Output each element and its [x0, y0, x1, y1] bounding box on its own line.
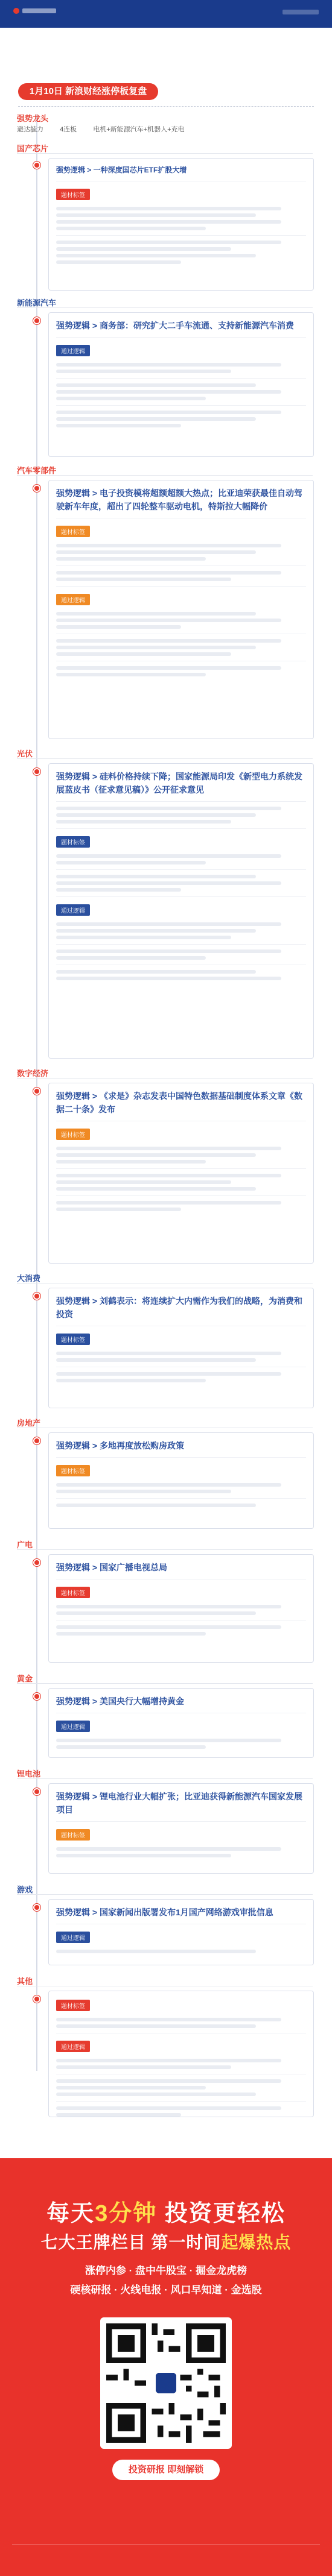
section-title-lithium: 锂电池	[17, 1769, 41, 1778]
text-line	[56, 1147, 281, 1150]
promo-line-1-highlight: 3分钟	[95, 2201, 158, 2226]
timeline-node	[33, 317, 40, 324]
text-line	[56, 550, 256, 554]
text-line	[56, 1490, 231, 1493]
media-card	[48, 1554, 314, 1663]
text-line	[56, 854, 281, 858]
text-line	[56, 571, 281, 575]
other-card	[48, 1991, 314, 2117]
digital-logic: 强势逻辑 > 《求是》杂志发表中国特色数据基础制度体系文章《数据二十条》发布	[56, 1091, 302, 1114]
auto-parts-card	[48, 480, 314, 739]
section-divider	[17, 153, 313, 154]
text-line	[56, 213, 256, 217]
text-line	[56, 820, 231, 824]
lithium-logic: 强势逻辑 > 锂电池行业大幅扩张；比亚迪获得新能源汽车国家发展项目	[56, 1792, 302, 1815]
text-line	[56, 956, 206, 960]
text-line	[56, 397, 206, 400]
text-line	[56, 1358, 256, 1362]
text-line	[56, 2018, 281, 2021]
estate-logic: 强势逻辑 > 多地再度放松购房政策	[56, 1441, 184, 1450]
text-line	[56, 1180, 231, 1184]
card-divider	[56, 565, 306, 566]
timeline-node	[33, 1437, 40, 1444]
text-line	[56, 247, 231, 251]
chip-logic: 强势逻辑 > 一种深度国芯片ETF扩股大增	[56, 166, 187, 174]
section-title-other: 其他	[17, 1977, 33, 1986]
text-line	[56, 2065, 231, 2069]
card-divider	[56, 1168, 306, 1169]
text-line	[56, 888, 181, 892]
card-divider	[56, 944, 306, 945]
text-line	[56, 673, 206, 676]
text-line	[56, 2093, 256, 2096]
section-title-media: 广电	[17, 1540, 33, 1549]
card-divider	[56, 1195, 306, 1196]
text-line	[56, 1483, 281, 1487]
header-watermark	[283, 10, 319, 14]
text-line	[56, 363, 281, 367]
text-line	[56, 1632, 206, 1636]
section-divider	[17, 1778, 313, 1779]
section-title-consume: 大消费	[17, 1274, 41, 1283]
topic-tag: 通过逻辑	[56, 1721, 90, 1732]
text-line	[56, 370, 231, 373]
text-line	[56, 1739, 281, 1742]
ev-logic: 强势逻辑 > 商务部：研究扩大二手车流通、支持新能源汽车消费	[56, 321, 294, 330]
footer-divider	[12, 2544, 320, 2545]
promo-line-4: 硬核研报 · 火线电报 · 风口早知道 · 金选股	[70, 2284, 262, 2296]
auto-parts-logic: 强势逻辑 > 电子投资模将超额超额大热点；比亚迪荣获最佳自动驾驶新车年度，超出了四轮整车驱动电机，特斯拉大幅降价	[56, 488, 302, 511]
legend-item: 电机+新能源汽车+机器人+充电	[93, 126, 185, 133]
text-line	[56, 2106, 281, 2110]
promo-line-1	[0, 2194, 332, 2228]
legend-item: 避达毓力	[17, 126, 43, 133]
topic-tag: 通过逻辑	[56, 904, 90, 916]
text-line	[56, 949, 281, 953]
promo-line-2-pre: 七大王牌栏目 第一时间	[40, 2233, 222, 2252]
topic-tag: 题材标签	[56, 1829, 90, 1841]
text-line	[56, 2086, 206, 2089]
text-line	[56, 1504, 256, 1507]
promo-footer	[0, 2158, 332, 2576]
timeline-node	[33, 1693, 40, 1700]
section-divider	[17, 758, 313, 759]
section-divider	[17, 307, 313, 308]
text-line	[56, 666, 281, 670]
text-line	[56, 557, 206, 561]
solar-card	[48, 763, 314, 1059]
topic-tag: 题材标签	[56, 2000, 90, 2011]
section-divider	[17, 1683, 313, 1684]
text-line	[56, 1625, 281, 1629]
solar-logic: 强势逻辑 > 硅料价格持续下降；国家能源局印发《新型电力系统发展蓝皮书（征求意见稿）》公开征求意见	[56, 772, 302, 795]
text-line	[56, 1201, 281, 1205]
text-line	[56, 1379, 206, 1382]
text-line	[56, 1605, 281, 1608]
text-line	[56, 1372, 281, 1376]
section-title-chip: 国产芯片	[17, 144, 49, 153]
section-title-estate: 房地产	[17, 1419, 41, 1428]
game-logic: 强势逻辑 > 国家新闻出版署发布1月国产网络游戏审批信息	[56, 1907, 273, 1917]
game-card	[48, 1899, 314, 1965]
ev-card	[48, 312, 314, 457]
section-title-gold: 黄金	[17, 1674, 33, 1683]
text-line	[56, 929, 256, 933]
section-title-auto-parts: 汽车零部件	[17, 466, 57, 475]
text-line	[56, 1950, 256, 1953]
text-line	[56, 1745, 206, 1749]
text-line	[56, 619, 281, 622]
section-divider	[17, 1549, 313, 1550]
legend-item: 4连板	[60, 126, 77, 133]
digital-card	[48, 1083, 314, 1264]
text-line	[56, 544, 281, 547]
section-title-game: 游戏	[17, 1885, 33, 1894]
timeline-node	[33, 1788, 40, 1795]
topic-tag: 题材标签	[56, 1587, 90, 1598]
card-divider	[56, 1821, 306, 1822]
text-line	[56, 260, 181, 264]
topic-tag: 通过逻辑	[56, 594, 90, 605]
promo-line-1-pre: 每天	[46, 2201, 95, 2226]
text-line	[56, 1187, 256, 1191]
promo-line-1-post: 投资更轻松	[157, 2201, 286, 2226]
card-divider	[56, 828, 306, 829]
qr-code-icon	[106, 2323, 226, 2443]
text-line	[56, 241, 281, 244]
promo-line-2-highlight: 起爆热点	[221, 2233, 292, 2252]
promo-line-3: 涨停内参 · 盘中牛股宝 · 掘金龙虎榜	[85, 2265, 247, 2276]
text-line	[56, 813, 256, 817]
text-line	[56, 625, 181, 629]
text-line	[56, 652, 231, 656]
text-line	[56, 424, 181, 427]
lithium-card	[48, 1783, 314, 1874]
card-divider	[56, 869, 306, 870]
topic-tag: 通过逻辑	[56, 1932, 90, 1943]
timeline-node	[33, 1293, 40, 1300]
text-line	[56, 2113, 181, 2117]
timeline-node	[33, 768, 40, 775]
text-line	[56, 227, 206, 230]
card-divider	[56, 2101, 306, 2102]
topic-tag: 题材标签	[56, 189, 90, 200]
top-banner	[0, 0, 332, 28]
legend-row	[17, 124, 199, 134]
text-line	[56, 861, 206, 864]
title-divider	[18, 106, 314, 107]
card-divider	[56, 1498, 306, 1499]
timeline-node	[33, 162, 40, 169]
chip-card	[48, 158, 314, 291]
text-line	[56, 1352, 281, 1355]
gold-logic: 强势逻辑 > 美国央行大幅增持黄金	[56, 1696, 184, 1706]
section-title-strong: 强势龙头	[17, 114, 49, 123]
topic-tag: 题材标签	[56, 1334, 90, 1345]
text-line	[56, 1160, 206, 1164]
card-divider	[56, 405, 306, 406]
text-line	[56, 2059, 281, 2062]
unlock-research-button[interactable]: 投资研报 即刻解锁	[112, 2460, 220, 2480]
section-title-ev: 新能源汽车	[17, 298, 57, 307]
text-line	[56, 2079, 281, 2083]
topic-tag: 题材标签	[56, 1465, 90, 1476]
text-line	[56, 646, 256, 649]
card-divider	[56, 586, 306, 587]
card-divider	[56, 896, 306, 897]
section-divider	[17, 1894, 313, 1895]
text-line	[56, 207, 281, 210]
consume-card	[48, 1288, 314, 1408]
topic-tag: 题材标签	[56, 836, 90, 848]
section-divider	[17, 475, 313, 476]
timeline-node	[33, 1995, 40, 2003]
card-divider	[56, 235, 306, 236]
text-line	[56, 411, 281, 414]
text-line	[56, 383, 256, 387]
timeline-node	[33, 1904, 40, 1911]
text-line	[56, 2024, 256, 2028]
text-line	[56, 254, 256, 257]
consume-logic: 强势逻辑 > 刘鹤表示：将连续扩大内需作为我们的战略，为消费和投资	[56, 1296, 302, 1319]
text-line	[56, 417, 256, 421]
estate-card	[48, 1432, 314, 1529]
text-line	[56, 970, 256, 974]
media-logic: 强势逻辑 > 国家广播电视总局	[56, 1563, 167, 1572]
text-line	[56, 807, 281, 810]
timeline-node	[33, 485, 40, 492]
text-line	[56, 875, 256, 878]
text-line	[56, 390, 281, 394]
text-line	[56, 220, 281, 224]
text-line	[56, 1611, 256, 1615]
topic-tag: 题材标签	[56, 1129, 90, 1140]
topic-tag: 题材标签	[56, 526, 90, 537]
sina-finance-logo	[13, 6, 56, 14]
promo-line-2	[0, 2229, 332, 2253]
card-divider	[56, 1457, 306, 1458]
text-line	[56, 1208, 181, 1211]
text-line	[56, 977, 281, 980]
section-divider	[17, 1078, 313, 1079]
text-line	[56, 1174, 281, 1177]
topic-tag: 通过逻辑	[56, 2041, 90, 2052]
text-line	[56, 1847, 281, 1851]
text-line	[56, 639, 281, 643]
text-line	[56, 1153, 256, 1157]
logo-dot-icon	[13, 8, 19, 14]
text-line	[56, 936, 231, 939]
gold-card	[48, 1688, 314, 1758]
text-line	[56, 1854, 231, 1857]
section-title-digital: 数字经济	[17, 1069, 49, 1078]
card-divider	[56, 378, 306, 379]
text-line	[56, 881, 281, 885]
page-title: 1月10日 新浪财经涨停板复盘	[18, 83, 158, 100]
text-line	[56, 612, 256, 616]
text-line	[56, 578, 231, 581]
qr-code[interactable]	[100, 2317, 232, 2449]
timeline-node	[33, 1088, 40, 1095]
text-line	[56, 922, 281, 926]
timeline-node	[33, 1559, 40, 1566]
topic-tag: 通过逻辑	[56, 345, 90, 356]
card-divider	[56, 337, 306, 338]
logo-wordmark	[22, 8, 56, 13]
card-divider	[56, 801, 306, 802]
section-title-solar: 光伏	[17, 749, 33, 758]
